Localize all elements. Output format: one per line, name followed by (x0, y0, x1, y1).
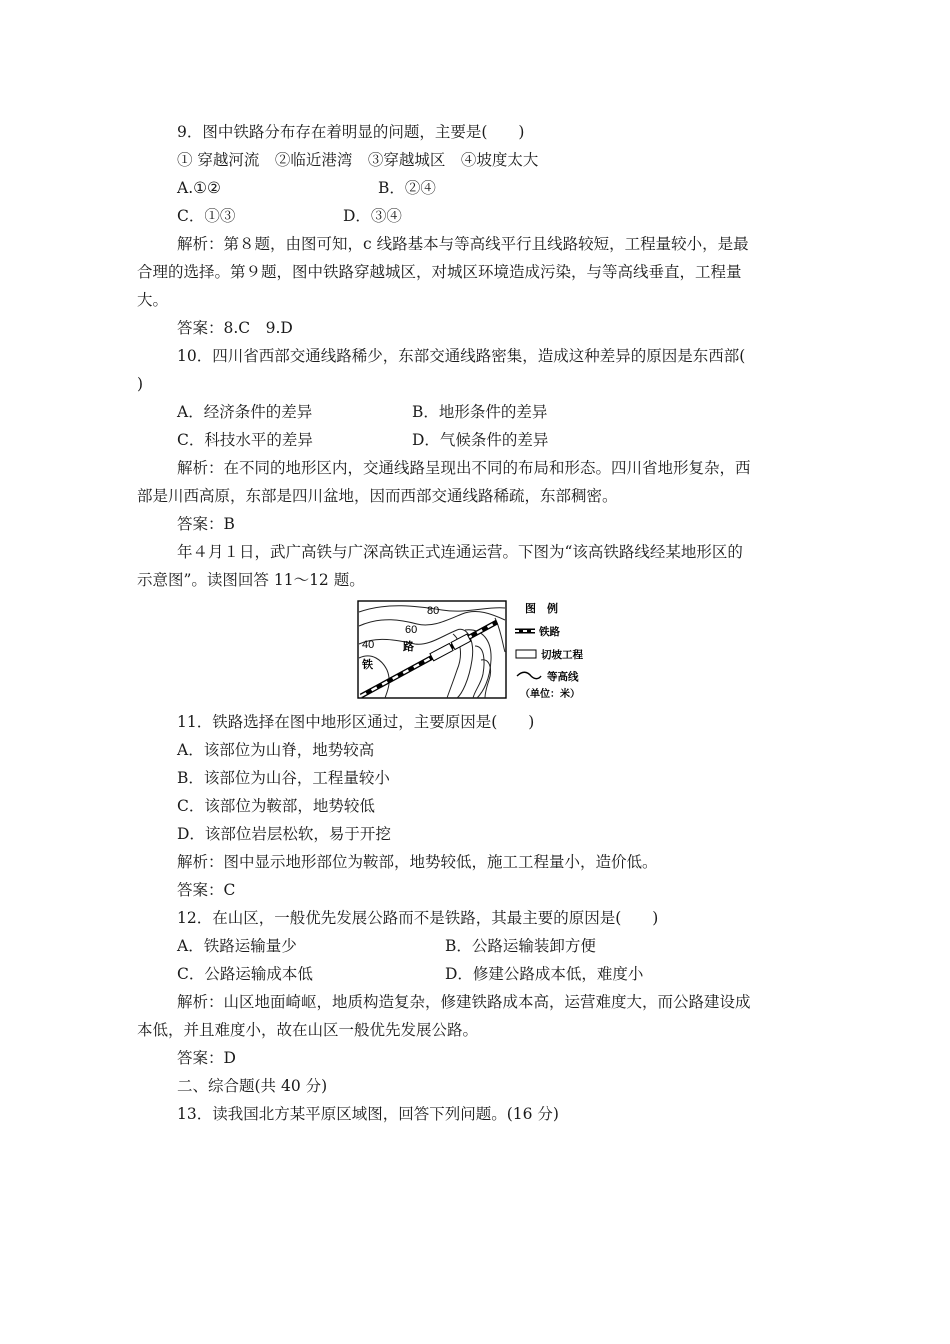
q12-option-d: D．修建公路成本低，难度小 (445, 965, 644, 983)
legend-title: 图 例 (525, 602, 558, 615)
q12-analysis-line2: 本低，并且难度小，故在山区一般优先发展公路。 (137, 1021, 479, 1039)
q9-stem: 9．图中铁路分布存在着明显的问题，主要是( ) (177, 123, 525, 141)
q9-choices: ① 穿越河流 ②临近港湾 ③穿越城区 ④坡度太大 (177, 151, 539, 169)
analysis-8-9-line2: 合理的选择。第９题，图中铁路穿越城区，对城区环境造成污染，与等高线垂直，工程量 (137, 263, 742, 281)
q12-option-c: C．公路运输成本低 (177, 965, 313, 983)
rail-char-tie: 铁 (362, 658, 373, 671)
q10-analysis-line1: 解析：在不同的地形区内，交通线路呈现出不同的布局和形态。四川省地形复杂，西 (177, 459, 751, 477)
q11-answer: 答案：C (177, 881, 236, 899)
legend-rail-label: 铁路 (539, 626, 560, 638)
q9-option-c: C．①③ (177, 207, 236, 225)
q11-option-c: C．该部位为鞍部，地势较低 (177, 797, 375, 815)
intro-line2: 示意图”。读图回答 11～12 题。 (137, 571, 365, 589)
q10-option-d: D．气候条件的差异 (412, 431, 549, 449)
q12-option-b: B．公路运输装卸方便 (445, 937, 596, 955)
q12-answer: 答案：D (177, 1049, 236, 1067)
q13-stem: 13．读我国北方某平原区域图，回答下列问题。(16 分) (177, 1105, 559, 1123)
q11-option-b: B．该部位为山谷，工程量较小 (177, 769, 390, 787)
section2-title: 二、综合题(共 40 分) (177, 1077, 328, 1095)
q10-option-c: C．科技水平的差异 (177, 431, 313, 449)
analysis-8-9-line1: 解析：第８题，由图可知，c 线路基本与等高线平行且线路较短，工程量较小，是最 (177, 235, 749, 253)
q11-stem: 11．铁路选择在图中地形区通过，主要原因是( ) (177, 713, 535, 731)
q11-option-d: D．该部位岩层松软，易于开挖 (177, 825, 391, 843)
q10-option-a: A．经济条件的差异 (177, 403, 313, 421)
intro-line1: 年４月１日，武广高铁与广深高铁正式连通运营。下图为“该高铁路线经某地形区的 (177, 543, 743, 561)
q11-option-a: A．该部位为山脊，地势较高 (177, 741, 375, 759)
analysis-8-9-line3: 大。 (137, 291, 169, 309)
contour-label-60: 60 (405, 624, 418, 636)
legend-cut-label: 切坡工程 (541, 649, 583, 661)
answer-8-9: 答案：8.C 9.D (177, 319, 293, 337)
q11-analysis: 解析：图中显示地形部位为鞍部，地势较低，施工工程量小，造价低。 (177, 853, 658, 871)
legend-contour-label: 等高线 (547, 671, 579, 683)
q10-answer: 答案：B (177, 515, 235, 533)
legend-cut-symbol (516, 650, 536, 658)
railway-contour-figure (357, 600, 597, 702)
q10-option-b: B．地形条件的差异 (412, 403, 548, 421)
rail-char-lu: 路 (403, 640, 414, 653)
q10-analysis-line2: 部是川西高原，东部是四川盆地，因而西部交通线路稀疏，东部稠密。 (137, 487, 618, 505)
legend-unit-label: （单位：米） (520, 689, 580, 700)
q10-stem-line2: ) (137, 375, 144, 393)
contour-map (357, 600, 597, 702)
q12-analysis-line1: 解析：山区地面崎岖，地质构造复杂，修建铁路成本高，运营难度大，而公路建设成 (177, 993, 751, 1011)
q9-option-b: B．②④ (378, 179, 436, 197)
q9-option-a: A.①② (177, 179, 221, 197)
q10-stem-line1: 10．四川省西部交通线路稀少，东部交通线路密集，造成这种差异的原因是东西部( (177, 347, 746, 365)
contour-label-80: 80 (427, 605, 440, 617)
legend-contour-symbol (517, 672, 541, 678)
q9-option-d: D．③④ (343, 207, 402, 225)
q12-option-a: A．铁路运输量少 (177, 937, 297, 955)
contour-label-40: 40 (362, 639, 375, 651)
q12-stem: 12．在山区，一般优先发展公路而不是铁路，其最主要的原因是( ) (177, 909, 659, 927)
